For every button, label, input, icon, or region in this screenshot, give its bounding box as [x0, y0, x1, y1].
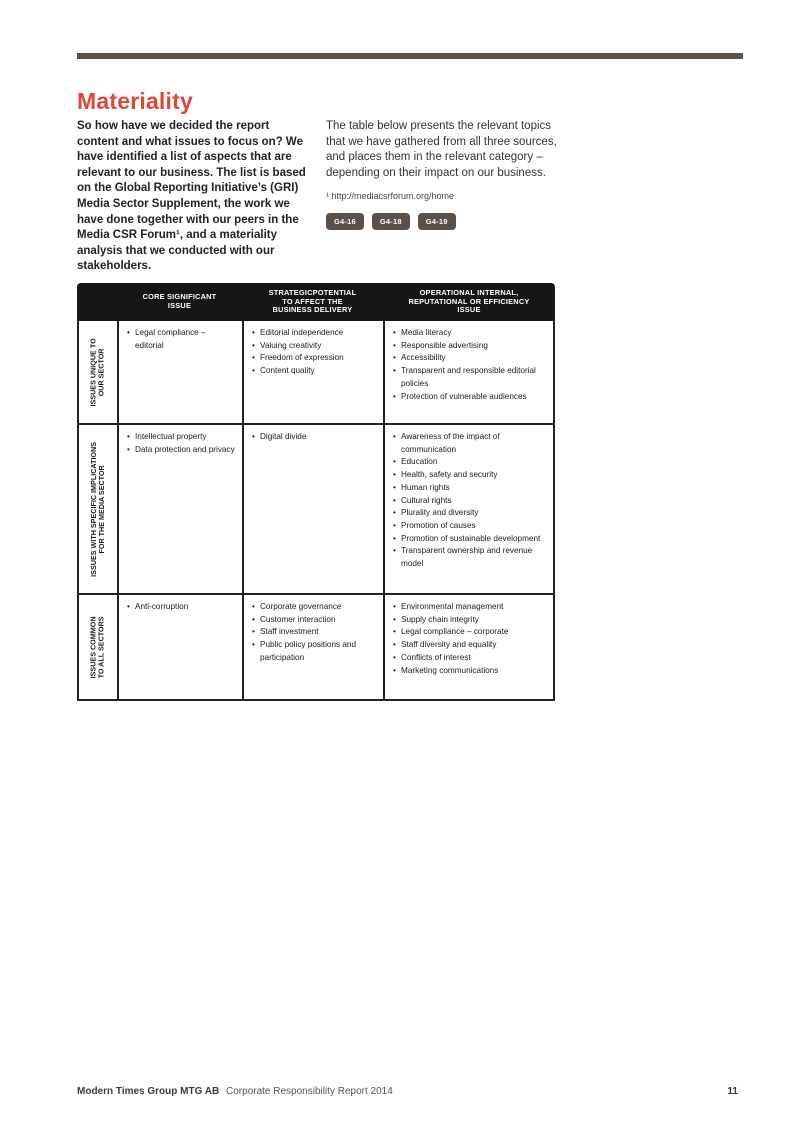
- gri-tags: [326, 213, 456, 230]
- materiality-matrix: [77, 283, 555, 701]
- page-title: Materiality: [77, 88, 193, 114]
- matrix-corner: [77, 283, 117, 321]
- matrix-cell: [242, 425, 383, 595]
- list-item: • Content quality: [252, 365, 377, 378]
- list-item: • Corporate governance: [252, 601, 377, 614]
- list-item: • Digital divide: [252, 431, 377, 444]
- list-item: • Transparent ownership and revenue model: [393, 545, 547, 570]
- column-header-operational: OPERATIONAL INTERNAL, REPUTATIONAL OR EFFICIENCY ISSUE: [383, 283, 555, 321]
- list-item: • Promotion of causes: [393, 520, 547, 533]
- list-item: • Education: [393, 456, 547, 469]
- list-item: • Environmental management: [393, 601, 547, 614]
- gri-tag: G4-19: [418, 213, 456, 230]
- matrix-cell: [383, 425, 555, 595]
- footnote-link[interactable]: ¹ http://mediacsrforum.org/home: [326, 191, 455, 201]
- list-item: • Staff diversity and equality: [393, 639, 547, 652]
- list-item: • Cultural rights: [393, 495, 547, 508]
- list-item: • Supply chain integrity: [393, 614, 547, 627]
- matrix-cell: [383, 321, 555, 425]
- list-item: • Intellectual property: [127, 431, 236, 444]
- matrix-cell: [117, 425, 242, 595]
- row-header-unique: ISSUES UNIQUE TO OUR SECTOR: [77, 321, 117, 425]
- list-item: • Data protection and privacy: [127, 444, 236, 457]
- list-item: • Human rights: [393, 482, 547, 495]
- list-item: • Transparent and responsible editorial policies: [393, 365, 547, 390]
- matrix-cell: [242, 595, 383, 701]
- footer-company: Modern Times Group MTG AB: [77, 1086, 220, 1097]
- gri-tag: G4-16: [326, 213, 364, 230]
- matrix-cell: [117, 321, 242, 425]
- list-item: • Responsible advertising: [393, 340, 547, 353]
- list-item: • Awareness of the impact of communication: [393, 431, 547, 456]
- list-item: • Freedom of expression: [252, 352, 377, 365]
- matrix-cell: [117, 595, 242, 701]
- intro-paragraph: So how have we decided the report content and what issues to focus on? We have identified a list of aspects that are relevant to our business. The list is based on the Global Reporting Initiative’s (GRI) Media Sector Supplement, the work we have done together with our peers in the Media CSR Forum¹, and a materiality analysis that we conducted with our stakeholders.: [77, 120, 306, 273]
- list-item: • Media literacy: [393, 327, 547, 340]
- page-footer: [77, 1086, 393, 1097]
- column-header-strategic: STRATEGICPOTENTIAL TO AFFECT THE BUSINESS DELIVERY: [242, 283, 383, 321]
- matrix-cell: [242, 321, 383, 425]
- list-item: • Customer interaction: [252, 614, 377, 627]
- list-item: • Protection of vulnerable audiences: [393, 391, 547, 404]
- list-item: • Editorial independence: [252, 327, 377, 340]
- gri-tag: G4-18: [372, 213, 410, 230]
- matrix-cell: [383, 595, 555, 701]
- list-item: • Promotion of sustainable development: [393, 533, 547, 546]
- row-header-common: ISSUES COMMON TO ALL SECTORS: [77, 595, 117, 701]
- list-item: • Valuing creativity: [252, 340, 377, 353]
- list-item: • Marketing communications: [393, 665, 547, 678]
- list-item: • Public policy positions and participation: [252, 639, 377, 664]
- list-item: • Staff investment: [252, 626, 377, 639]
- column-header-core: CORE SIGNIFICANT ISSUE: [117, 283, 242, 321]
- list-item: • Accessibility: [393, 352, 547, 365]
- list-item: • Health, safety and security: [393, 469, 547, 482]
- list-item: • Plurality and diversity: [393, 507, 547, 520]
- footer-report: Corporate Responsibility Report 2014: [226, 1086, 393, 1097]
- top-rule: [77, 53, 743, 59]
- page-number: 11: [727, 1086, 738, 1097]
- table-description: The table below presents the relevant topics that we have gathered from all three sources, and places them in the relevant category – depending on their impact on our business.: [326, 120, 557, 179]
- list-item: • Anti-corruption: [127, 601, 236, 614]
- list-item: • Conflicts of interest: [393, 652, 547, 665]
- list-item: • Legal compliance – corporate: [393, 626, 547, 639]
- list-item: • Legal compliance – editorial: [127, 327, 236, 352]
- row-header-specific: ISSUES WITH SPECIFIC IMPLICATIONS FOR THE MEDIA SECTOR: [77, 425, 117, 595]
